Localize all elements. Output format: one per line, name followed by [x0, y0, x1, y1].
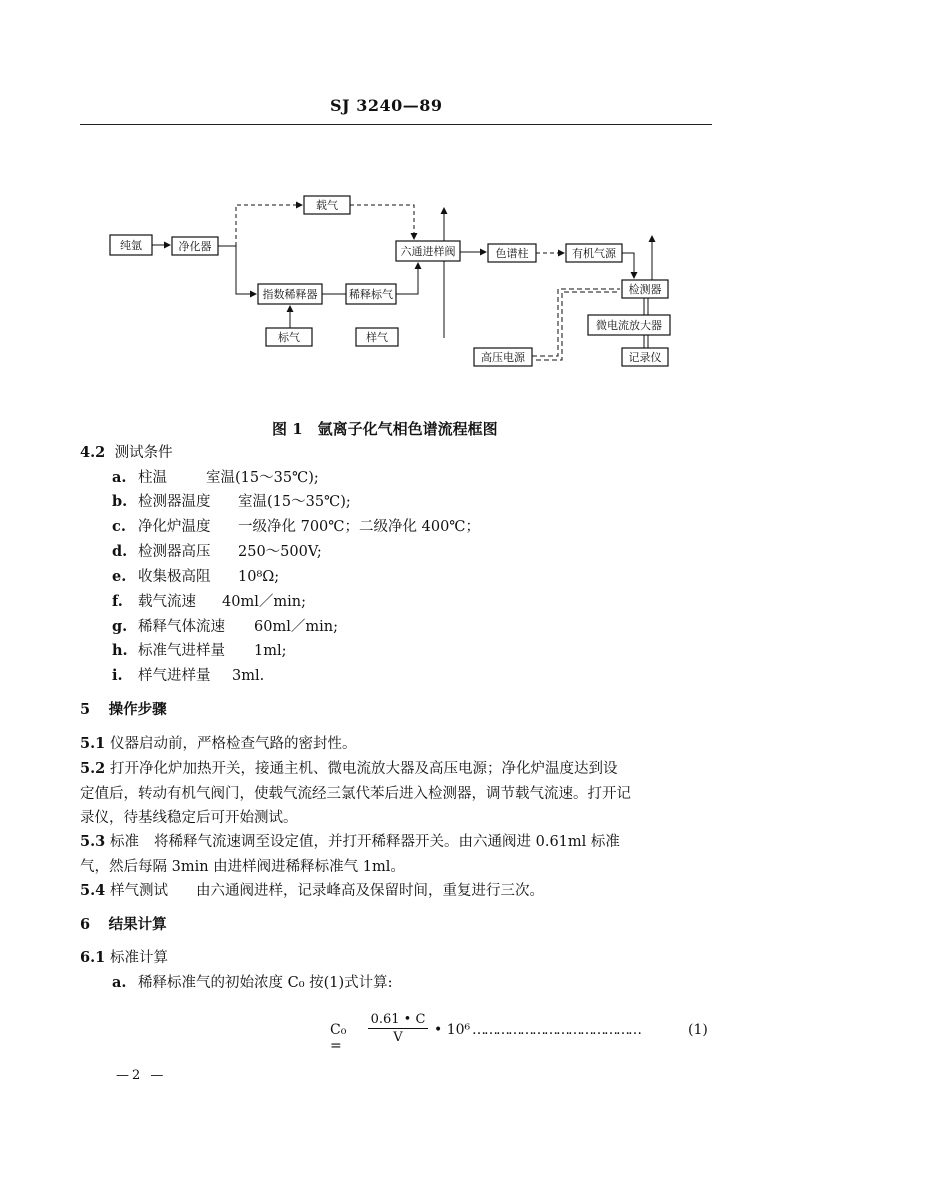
formula-fraction: 0.61 • C V: [368, 1012, 428, 1045]
carrier-gas-label: 载气: [316, 199, 338, 212]
condition-item: b. 检测器温度 室温(15～35℃);: [112, 493, 351, 510]
page-number: —2 —: [116, 1068, 167, 1083]
condition-item: c. 净化炉温度 一级净化 700℃；二级净化 400℃；: [112, 518, 481, 535]
section-6-heading: 6 结果计算: [80, 916, 167, 933]
paragraph-5-1: 5.1 仪器启动前，严格检查气路的密封性。: [80, 735, 357, 752]
condition-item: d. 检测器高压 250～500V;: [112, 543, 322, 560]
paragraph-5-3-line2: 气，然后每隔 3min 由进样阀进稀释标准气 1ml。: [80, 859, 405, 875]
std-gas-label: 标气: [278, 331, 300, 344]
flow-diagram: [100, 188, 700, 388]
column-label: 色谱柱: [495, 247, 529, 260]
paragraph-5-2-line2: 定值后，转动有机气阀门，使载气流经三氯代苯后进入检测器，调节载气流速。打开记: [80, 786, 631, 802]
section-title: 测试条件: [114, 445, 173, 461]
item-6-1-a: a. 稀释标准气的初始浓度 C₀ 按(1)式计算:: [112, 974, 393, 991]
equation-number: (1): [688, 1022, 708, 1038]
sample-gas-label: 样气: [366, 331, 388, 344]
recorder-label: 记录仪: [628, 351, 662, 364]
formula-leader: ……………………………………: [472, 1022, 640, 1038]
six-way-valve-label: 六通进样阀: [400, 245, 456, 258]
standard-number-header: SJ 3240—89: [330, 96, 443, 115]
formula-lhs: C₀ =: [330, 1022, 347, 1054]
condition-item: h. 标准气进样量 1ml;: [112, 642, 287, 659]
paragraph-5-4: 5.4 样气测试 由六通阀进样，记录峰高及保留时间，重复进行三次。: [80, 882, 544, 899]
paragraph-5-2-line3: 录仪，待基线稳定后可开始测试。: [80, 810, 298, 826]
header-rule: [80, 124, 712, 125]
purifier-label: 净化器: [178, 240, 212, 253]
figure-caption: 图 1 氩离子化气相色谱流程框图: [272, 420, 498, 438]
section-number: 4.2: [80, 444, 106, 461]
condition-item: a. 柱温 室温(15～35℃);: [112, 469, 319, 486]
formula-rhs: • 10⁶: [434, 1022, 471, 1038]
condition-item: f. 载气流速 40ml／min;: [112, 593, 306, 610]
condition-item: g. 稀释气体流速 60ml／min;: [112, 618, 338, 635]
detector-label: 检测器: [628, 283, 662, 296]
condition-item: e. 收集极高阻 10⁸Ω;: [112, 568, 280, 585]
hv-supply-label: 高压电源: [481, 351, 525, 364]
amplifier-label: 微电流放大器: [596, 319, 662, 332]
exp-diluter-label: 指数稀释器: [262, 288, 318, 301]
paragraph-5-2-line1: 5.2 打开净化炉加热开关，接通主机、微电流放大器及高压电源；净化炉温度达到设: [80, 760, 618, 777]
section-5-heading: 5 操作步骤: [80, 701, 167, 718]
pure-argon-label: 纯氩: [120, 239, 142, 252]
condition-item: i. 样气进样量 3ml.: [112, 667, 265, 684]
organic-source-label: 有机气源: [572, 247, 616, 260]
section-4-2-heading: [80, 443, 173, 463]
diluted-std-label: 稀释标气: [349, 288, 393, 301]
paragraph-6-1: 6.1 标准计算: [80, 949, 168, 966]
paragraph-5-3-line1: 5.3 标准 将稀释气流速调至设定值，并打开稀释器开关。由六通阀进 0.61ml 标准: [80, 833, 620, 850]
